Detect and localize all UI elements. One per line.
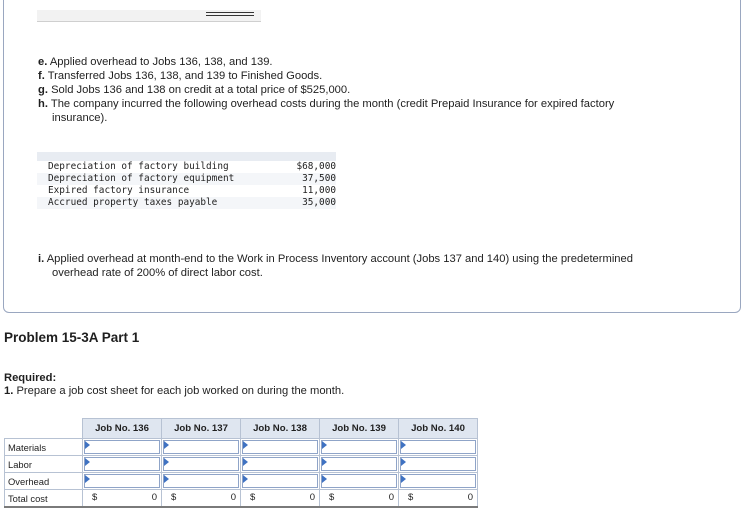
transaction-i: i. Applied overhead at month-end to the Work in Process Inventory account (Jobs 137 and 140) using the predetermined overhead rate of 200% of direct labor cost. xyxy=(38,253,633,279)
table-row-materials xyxy=(5,439,478,456)
required-text: 1. Prepare a job cost sheet for each job worked on during the month. xyxy=(4,385,345,397)
column-header-job-140: Job No. 140 xyxy=(399,419,478,439)
table-row: Depreciation of factory building $68,000 xyxy=(48,161,336,172)
input-marker-icon xyxy=(322,441,327,449)
labor-input-job-138[interactable] xyxy=(242,457,318,471)
input-marker-icon xyxy=(401,475,406,483)
transaction-h: h. The company incurred the following overhead costs during the month (credit Prepaid Insurance for expired factory insurance). xyxy=(38,98,615,124)
materials-input-job-136[interactable] xyxy=(84,440,160,454)
column-header-job-139: Job No. 139 xyxy=(320,419,399,439)
input-marker-icon xyxy=(322,458,327,466)
input-marker-icon xyxy=(164,458,169,466)
overhead-input-job-139[interactable] xyxy=(321,474,397,488)
labor-input-job-137[interactable] xyxy=(163,457,239,471)
overhead-costs-header xyxy=(37,152,336,161)
column-header-job-137: Job No. 137 xyxy=(162,419,241,439)
input-marker-icon xyxy=(401,458,406,466)
transaction-g: g. Sold Jobs 136 and 138 on credit at a total price of $525,000. xyxy=(38,84,351,96)
input-marker-icon xyxy=(243,458,248,466)
previous-table-remnant xyxy=(37,10,261,22)
required-label: Required: xyxy=(4,372,57,384)
table-row: Accrued property taxes payable 35,000 xyxy=(37,197,336,209)
input-marker-icon xyxy=(85,441,90,449)
labor-input-job-136[interactable] xyxy=(84,457,160,471)
input-marker-icon xyxy=(243,475,248,483)
total-job-136: $ 0 xyxy=(92,492,157,503)
overhead-costs-table xyxy=(37,152,336,209)
input-marker-icon xyxy=(164,441,169,449)
overhead-input-job-137[interactable] xyxy=(163,474,239,488)
table-row-labor xyxy=(5,456,478,473)
column-header-job-138: Job No. 138 xyxy=(241,419,320,439)
labor-input-job-140[interactable] xyxy=(400,457,476,471)
job-cost-sheet-table xyxy=(4,418,478,508)
column-header-job-136: Job No. 136 xyxy=(83,419,162,439)
table-row-overhead xyxy=(5,473,478,490)
problem-title: Problem 15-3A Part 1 xyxy=(4,330,140,345)
transaction-e: e. Applied overhead to Jobs 136, 138, and 139. xyxy=(38,56,273,68)
input-marker-icon xyxy=(322,475,327,483)
table-row-total xyxy=(5,490,478,508)
materials-input-job-140[interactable] xyxy=(400,440,476,454)
total-job-137: $ 0 xyxy=(171,492,236,503)
input-marker-icon xyxy=(401,441,406,449)
row-label-overhead: Overhead xyxy=(5,473,83,490)
double-underline-bottom xyxy=(206,15,254,16)
materials-input-job-139[interactable] xyxy=(321,440,397,454)
input-marker-icon xyxy=(164,475,169,483)
input-marker-icon xyxy=(243,441,248,449)
labor-input-job-139[interactable] xyxy=(321,457,397,471)
input-marker-icon xyxy=(85,458,90,466)
total-job-139: $ 0 xyxy=(329,492,394,503)
overhead-input-job-140[interactable] xyxy=(400,474,476,488)
overhead-input-job-136[interactable] xyxy=(84,474,160,488)
table-row: Depreciation of factory equipment 37,500 xyxy=(37,173,336,185)
row-label-total: Total cost xyxy=(5,490,83,508)
row-label-labor: Labor xyxy=(5,456,83,473)
transaction-f: f. Transferred Jobs 136, 138, and 139 to Finished Goods. xyxy=(38,70,323,82)
row-label-materials: Materials xyxy=(5,439,83,456)
corner-header xyxy=(5,419,83,439)
materials-input-job-138[interactable] xyxy=(242,440,318,454)
input-marker-icon xyxy=(85,475,90,483)
overhead-input-job-138[interactable] xyxy=(242,474,318,488)
double-underline-top xyxy=(206,12,254,13)
materials-input-job-137[interactable] xyxy=(163,440,239,454)
total-job-138: $ 0 xyxy=(250,492,315,503)
total-job-140: $ 0 xyxy=(408,492,473,503)
table-row: Expired factory insurance 11,000 xyxy=(48,185,336,196)
